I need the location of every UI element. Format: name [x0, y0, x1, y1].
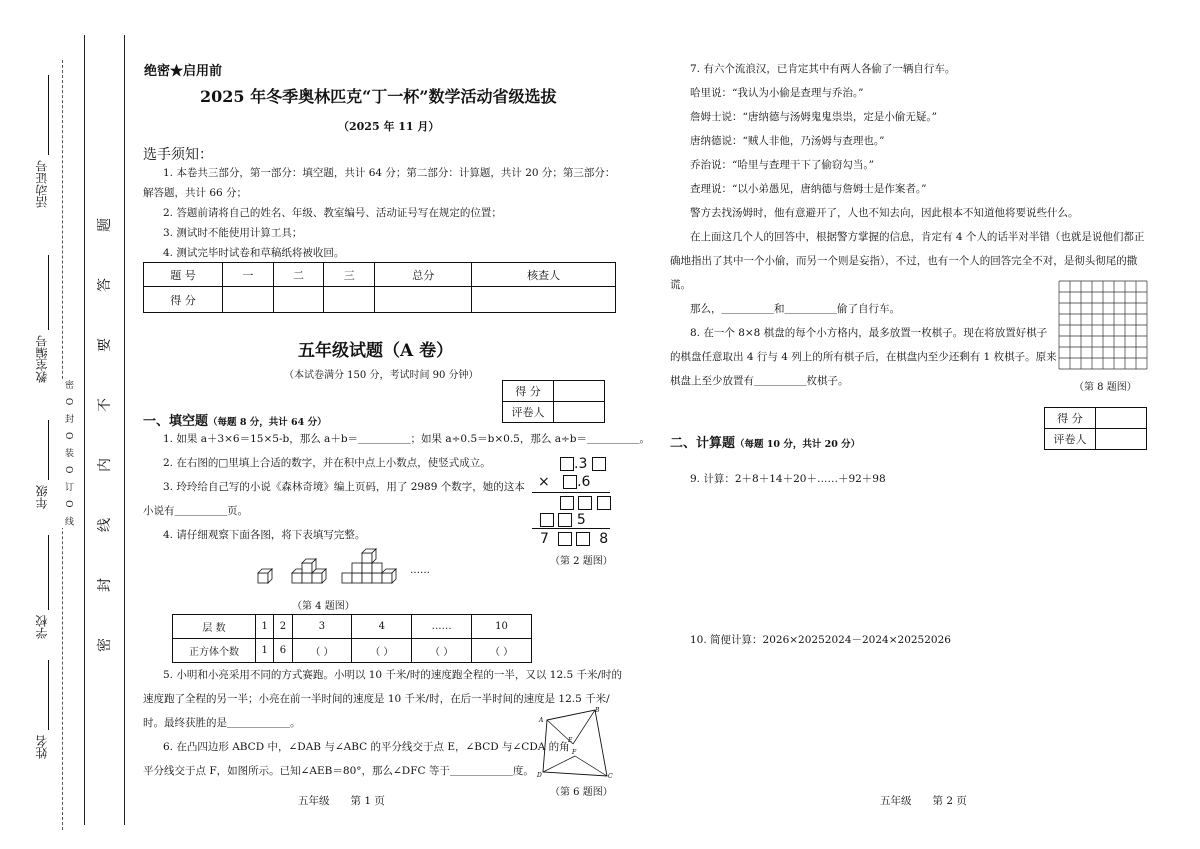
notice-char: 内 — [97, 458, 113, 472]
digit-box[interactable] — [560, 496, 574, 510]
fig2-r5a-text: 7 — [540, 531, 549, 547]
fig2-r5b-text: 8 — [599, 531, 609, 547]
question-10: 10. 简便计算：2026×20252024－2024×20252026 — [690, 634, 951, 646]
notice-char: 题 — [97, 218, 113, 232]
question-8b: 的棋盘任意取出 4 行与 4 列上的所有棋子后，在棋盘内至少还剩有 1 枚棋子。原来 — [670, 351, 1057, 363]
notice-1: 1. 本卷共三部分，第一部分：填空题，共计 64 分；第二部分：计算题，共计 20 分；第三部分： — [163, 167, 616, 179]
question-6a: 6. 在凸四边形 ABCD 中，∠DAB 与∠ABC 的平分线交于点 E，∠BCD 与∠CDA 的角 — [163, 741, 570, 753]
figure-2-caption: （第 2 题图） — [550, 556, 613, 567]
cube-count-cell[interactable]: （ ） — [412, 639, 472, 663]
section-2-label: 二、计算题 — [670, 436, 736, 451]
question-3b: 小说有＿＿＿＿＿页。 — [143, 505, 248, 517]
name-label: 姓名 — [35, 735, 49, 759]
paper-subtitle: （本试卷满分 150 分，考试时间 90 分钟） — [284, 370, 479, 381]
notice-char: 要 — [97, 338, 113, 352]
figure-8-chessboard — [1058, 280, 1148, 370]
layer-cell: 3 — [292, 615, 352, 639]
q7-line: 乔治说：“哈里与查理干下了偷窃勾当。” — [690, 159, 874, 171]
score-row-label: 得 分 — [144, 287, 223, 313]
question-1: 1. 如果 a＋3×6＝15×5-b，那么 a＋b＝＿＿＿＿＿；如果 a÷0.5＝b×0.5，那么 a÷b＝＿＿＿＿＿。 — [163, 433, 650, 445]
notice-3: 3. 测试时不能使用计算工具； — [163, 227, 303, 239]
layer-cell: 4 — [352, 615, 412, 639]
classroom-field[interactable] — [48, 255, 49, 330]
vertex-b-label: B — [595, 707, 600, 714]
point-f-label: F — [572, 749, 577, 756]
q7-line: 詹姆士说：“唐纳德与汤姆鬼鬼祟祟，定是小偷无疑。” — [690, 111, 937, 123]
notice-char: 答 — [97, 278, 113, 292]
figure-6-caption: （第 6 题图） — [550, 787, 613, 798]
question-8a: 8. 在一个 8×8 棋盘的每个小方格内，最多放置一枚棋子。现在将放置好棋子 — [690, 327, 1048, 339]
question-5a: 5. 小明和小亮采用不同的方式赛跑。小明以 10 千米/时的速度跑全程的一半，又以 12.5 千米/时的 — [163, 669, 623, 681]
q7-line: 在上面这几个人的回答中，根据警方掌握的信息，肯定有 4 个人的话半对半错（也就是说他们都正 — [690, 231, 1145, 243]
layer-cell: 1 — [256, 615, 274, 639]
layer-table — [172, 614, 532, 663]
layer-cell: 10 — [472, 615, 532, 639]
score-header-2: 二 — [273, 263, 324, 287]
layer-header: 层 数 — [173, 615, 256, 639]
notice-char: 线 — [97, 518, 113, 532]
digit-box[interactable] — [560, 457, 574, 471]
grader-score-label: 得 分 — [503, 381, 554, 402]
grader-score-label: 得 分 — [1045, 408, 1096, 429]
section-2-title — [670, 432, 860, 451]
digit-box[interactable] — [558, 532, 572, 546]
question-8c: 棋盘上至少放置有＿＿＿＿＿枚棋子。 — [670, 375, 849, 387]
notice-2: 2. 答题前请将自己的姓名、年级、教室编号、活动证号写在规定的位置； — [163, 207, 502, 219]
paper-title: 五年级试题（A 卷） — [298, 341, 454, 361]
q7-line: 确地指出了其中一个小偷，而另一个则是妄指），不过，也有一个人的回答完全不对，是彻头彻尾的撒 — [670, 255, 1138, 267]
cube-count-cell[interactable]: （ ） — [472, 639, 532, 663]
q7-line: 查理说：“以小弟愚见，唐纳德与詹姆士是作案者。” — [690, 183, 927, 195]
page-2-footer: 五年级 第 2 页 — [880, 795, 967, 807]
figure-6 — [535, 706, 615, 778]
cube-count-cell: 6 — [274, 639, 292, 663]
notice-char: 封 — [97, 578, 113, 592]
grader-box-2 — [1044, 407, 1147, 450]
vertex-a-label: A — [539, 717, 544, 724]
cube-count-cell: 1 — [256, 639, 274, 663]
digit-box[interactable] — [597, 496, 611, 510]
question-4: 4. 请仔细观察下面各图，将下表填写完整。 — [163, 529, 366, 541]
digit-box[interactable] — [563, 475, 577, 489]
cube-count-row — [173, 639, 532, 663]
page-1-footer: 五年级 第 1 页 — [298, 795, 385, 807]
section-1-label: 一、填空题 — [143, 414, 209, 429]
score-header-3: 三 — [324, 263, 375, 287]
score-header-total: 总分 — [375, 263, 472, 287]
cube-count-cell[interactable]: （ ） — [292, 639, 352, 663]
score-header-checker: 核查人 — [472, 263, 616, 287]
digit-box[interactable] — [540, 513, 554, 527]
figure-2 — [530, 454, 612, 550]
fig2-rule-1 — [532, 492, 610, 493]
classroom-label: 教室编号 — [35, 335, 49, 383]
name-field[interactable] — [48, 660, 49, 730]
cube-count-header: 正方体个数 — [173, 639, 256, 663]
layer-cell: …… — [412, 615, 472, 639]
fig2-r2-text: .6 — [577, 474, 591, 490]
section-1-title — [143, 410, 327, 429]
fig2-row2 — [538, 474, 590, 490]
figure-8-caption: （第 8 题图） — [1074, 382, 1137, 393]
score-cell[interactable] — [375, 287, 472, 313]
school-field[interactable] — [48, 535, 49, 610]
section-1-note: （每题 8 分，共计 64 分） — [208, 417, 327, 428]
exam-title: 2025 年冬季奥林匹克“丁一杯”数学活动省级选拔 — [200, 87, 557, 106]
q7-line: 哈里说：“我认为小偷是查理与乔治。” — [690, 87, 864, 99]
fig2-row5 — [540, 531, 608, 547]
question-2: 2. 在右图的□里填上合适的数字，并在积中点上小数点，使竖式成立。 — [163, 457, 491, 469]
grader-score-cell[interactable] — [554, 381, 605, 402]
digit-box[interactable] — [578, 496, 592, 510]
cube-stack-3 — [342, 549, 396, 583]
fig2-row4 — [540, 512, 586, 528]
digit-box[interactable] — [576, 532, 590, 546]
grader-reviewer-cell[interactable] — [554, 402, 605, 423]
cube-stack-1 — [258, 569, 272, 583]
point-e-label: E — [568, 737, 573, 744]
activity-id-field[interactable] — [48, 75, 49, 155]
cube-count-cell[interactable]: （ ） — [352, 639, 412, 663]
answer-area-9[interactable] — [670, 495, 1140, 625]
score-header-1: 一 — [223, 263, 274, 287]
grader-reviewer-cell[interactable] — [1096, 429, 1147, 450]
q7-line: 谎。 — [670, 279, 691, 291]
answer-area-10[interactable] — [670, 655, 1140, 785]
grader-reviewer-label: 评卷人 — [1045, 429, 1096, 450]
fig2-rule-2 — [532, 528, 610, 529]
layer-cell: 2 — [274, 615, 292, 639]
school-label: 学校 — [35, 615, 49, 639]
notice-4: 4. 测试完毕时试卷和草稿纸将被收回。 — [163, 247, 345, 259]
score-cell[interactable] — [273, 287, 324, 313]
score-header-label: 题 号 — [144, 263, 223, 287]
notice-char: 不 — [97, 398, 113, 412]
grade-label: 年级 — [35, 485, 49, 509]
digit-box[interactable] — [558, 513, 572, 527]
grader-box-1 — [502, 380, 605, 423]
fig2-row1 — [560, 456, 606, 472]
question-7: 7. 有六个流浪汉，已肯定其中有两人各偷了一辆自行车。 — [690, 63, 956, 75]
seal-line-text: 密 O 封 O 装 O 订 O 线 — [63, 380, 73, 529]
layer-row — [173, 615, 532, 639]
score-cell[interactable] — [223, 287, 274, 313]
grader-reviewer-label: 评卷人 — [503, 402, 554, 423]
vertex-d-label: D — [537, 772, 542, 778]
section-2-note: （每题 10 分，共计 20 分） — [735, 439, 861, 450]
notice-char: 密 — [97, 638, 113, 652]
q7-line: 那么，＿＿＿＿＿和＿＿＿＿＿偷了自行车。 — [690, 303, 900, 315]
figure-4 — [250, 545, 450, 595]
score-cell[interactable] — [324, 287, 375, 313]
question-6b: 平分线交于点 F，如图所示。已知∠AEB＝80°，那么∠DFC 等于＿＿＿＿＿＿度。 — [143, 765, 534, 777]
fig2-r1-text: .3 — [574, 456, 588, 472]
notice-title: 选手须知： — [143, 147, 213, 163]
activity-id-label: 活动证号 — [35, 160, 49, 208]
question-5b: 速度跑了全程的另一半；小亮在前一半时间的速度是 10 千米/时，在后一半时间的速度是 12.5 千米/ — [143, 693, 610, 705]
cube-stack-2 — [292, 559, 326, 583]
vertex-c-label: C — [608, 773, 613, 778]
digit-box[interactable] — [592, 457, 606, 471]
fig2-r4-text: 5 — [576, 512, 586, 528]
grader-score-cell[interactable] — [1096, 408, 1147, 429]
exam-date: （2025 年 11 月） — [338, 120, 440, 133]
question-3a: 3. 玲玲给自己写的小说《森林奇境》编上页码，用了 2989 个数字，她的这本 — [163, 481, 525, 493]
notice-1b: 解答题，共计 66 分； — [143, 187, 248, 199]
figure-4-dots: …… — [410, 565, 430, 576]
q7-line: 唐纳德说：“贼人非他，乃汤姆与查理也。” — [690, 135, 885, 147]
question-5c: 时。最终获胜的是＿＿＿＿＿＿。 — [143, 717, 301, 729]
times-sign: × — [538, 474, 550, 490]
score-table — [143, 262, 616, 313]
q7-line: 警方去找汤姆时，他有意避开了，人也不知去向，因此根本不知道他将要说些什么。 — [690, 207, 1079, 219]
score-cell[interactable] — [472, 287, 616, 313]
page-line — [124, 35, 125, 825]
margin-line-right — [84, 35, 85, 825]
fig2-row3 — [560, 495, 611, 511]
grade-field[interactable] — [48, 420, 49, 480]
secret-mark: 绝密★启用前 — [144, 64, 223, 79]
question-9: 9. 计算：2＋8＋14＋20＋……＋92＋98 — [690, 473, 886, 485]
figure-4-caption: （第 4 题图） — [292, 601, 355, 612]
